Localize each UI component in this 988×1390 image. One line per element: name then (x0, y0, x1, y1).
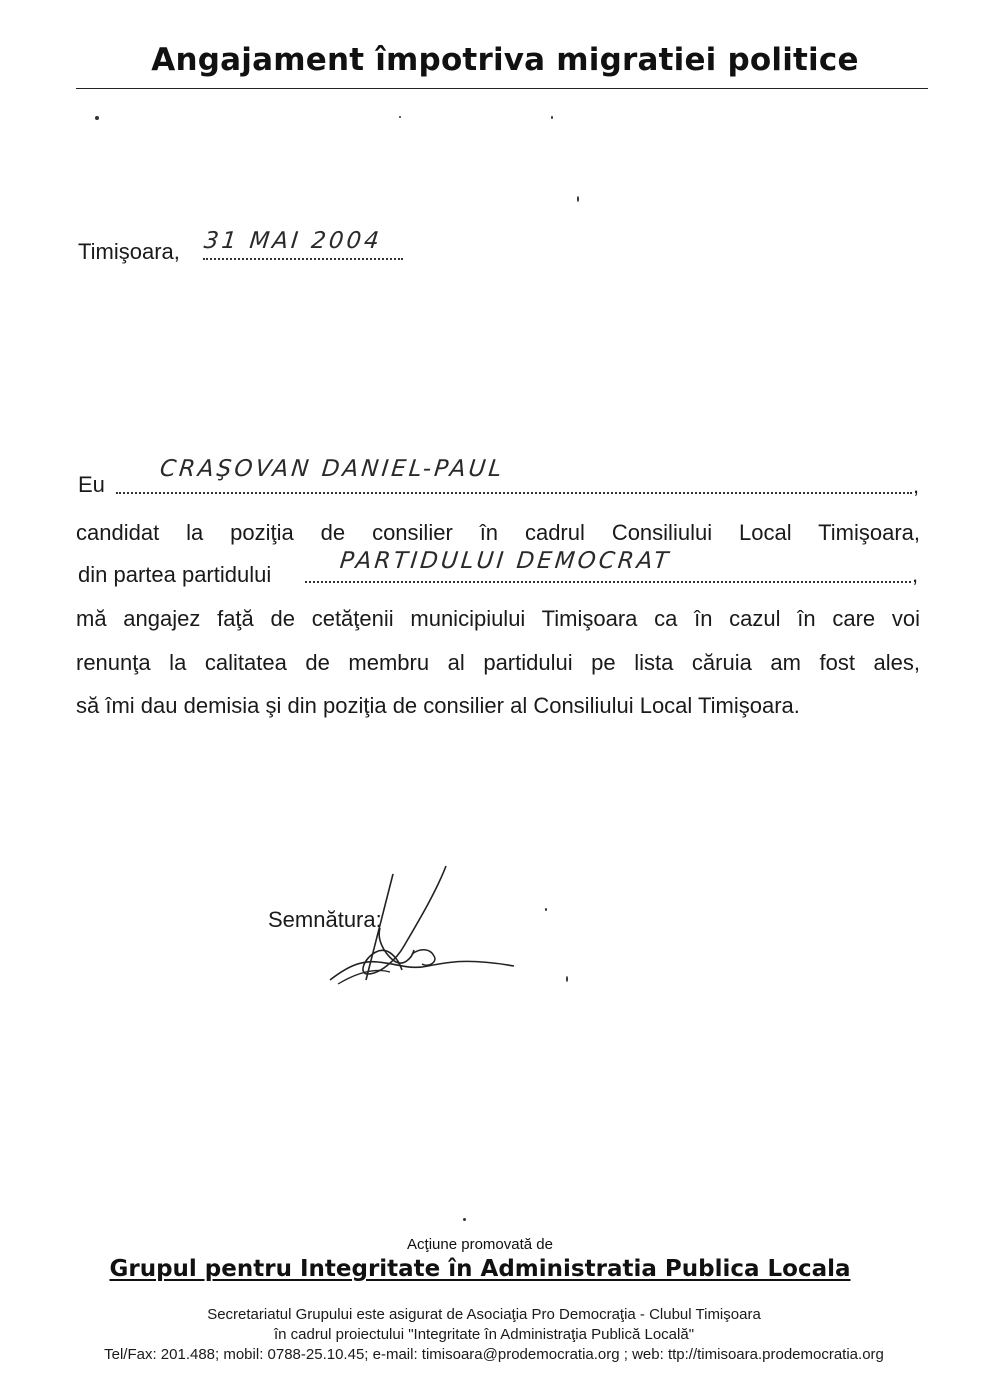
handwritten-signature (318, 862, 528, 997)
promo-caption: Acţiune promovată de (407, 1236, 553, 1253)
footer-line-1: Secretariatul Grupului este asigurat de Asociaţia Pro Democraţia - Clubul Timişoara (207, 1306, 761, 1323)
organization-name: Grupul pentru Integritate în Administratia Publica Locala (109, 1256, 851, 1282)
date-field-line (203, 258, 403, 260)
body-line-candidat: candidat la poziţia de consilier în cadrul Consiliului Local Timişoara, (76, 520, 920, 545)
name-field-line (116, 492, 912, 494)
scan-speck (545, 908, 547, 911)
body-line-3: să îmi dau demisia şi din poziţia de consilier al Consiliului Local Timişoara. (76, 693, 800, 718)
document-title: Angajament împotriva migratiei politice (151, 42, 859, 78)
scan-speck (463, 1218, 466, 1221)
place-label: Timişoara, (78, 239, 180, 264)
title-underline (76, 88, 928, 89)
handwritten-name: CRAŞOVAN DANIEL-PAUL (158, 456, 506, 482)
comma-2: , (912, 562, 919, 587)
footer-contact: Tel/Fax: 201.488; mobil: 0788-25.10.45; e-mail: timisoara@prodemocratia.org ; web: ttp://timisoara.prodemocratia.org (104, 1346, 884, 1363)
handwritten-party: PARTIDULUI DEMOCRAT (338, 548, 673, 574)
eu-label: Eu (78, 472, 105, 497)
scan-speck (551, 116, 553, 119)
party-field-line (305, 581, 911, 583)
body-line-2: renunţa la calitatea de membru al partidului pe lista căruia am fost ales, (76, 650, 920, 675)
body-line-1: mă angajez faţă de cetăţenii municipiului Timişoara ca în cazul în care voi (76, 606, 920, 631)
scan-speck (577, 196, 579, 202)
scan-speck (566, 976, 568, 982)
comma-1: , (913, 473, 920, 498)
footer-line-2: în cadrul proiectului "Integritate în Administraţia Publică Locală" (273, 1326, 695, 1343)
scan-speck (399, 116, 401, 118)
signature-label: Semnătura: (268, 907, 382, 932)
handwritten-date: 31 MAI 2004 (202, 228, 384, 254)
scan-speck (95, 116, 99, 120)
party-label: din partea partidului (78, 562, 272, 587)
